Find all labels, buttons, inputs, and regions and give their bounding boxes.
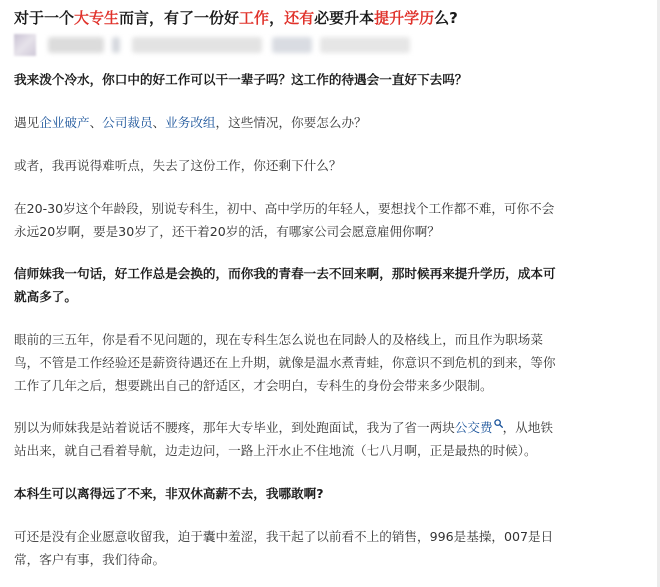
- paragraph-7: [14, 416, 553, 462]
- paragraph-2: [14, 111, 367, 134]
- paragraph-6: [14, 328, 556, 397]
- blurred-text: [132, 37, 262, 53]
- title-text-4: 必要升本: [314, 9, 375, 27]
- blurred-text: [272, 37, 312, 53]
- paragraph-bold-1: 我来泼个冷水，你口中的好工作可以干一辈子吗？这工作的待遇会一直好下去吗？: [14, 72, 468, 87]
- title-keyword-gongzuo: 工作: [239, 9, 270, 27]
- paragraph-text: 、: [89, 115, 103, 130]
- paragraph-line: 就高多了。: [14, 289, 77, 304]
- paragraph-line: 工作了几年之后，想要跳出自己的舒适区，才会明白，专科生的身份会带来多少限制。: [14, 378, 493, 393]
- paragraph-line: 信师妹我一句话，好工作总是会换的，而你我的青春一去不回来啊，那时候再来提升学历，成本可: [14, 266, 556, 281]
- title-keyword-haiyou: 还有: [284, 9, 315, 27]
- blurred-text: [48, 37, 104, 53]
- paragraph-text: ，从地铁: [502, 420, 553, 435]
- link-gongjiaofei[interactable]: 公交费: [454, 420, 493, 435]
- paragraph-line: [14, 416, 553, 439]
- paragraph-line: 眼前的三五年，你是看不见问题的，现在专科生怎么说也在同龄人的及格线上，而且作为职场菜: [14, 332, 543, 347]
- paragraph-text: ，这些情况，你要怎么办？: [215, 115, 367, 130]
- paragraph-bold-8: 本科生可以离得远了不来，非双休高薪不去，我哪敢啊?: [14, 486, 324, 501]
- link-gongsicaiyuan[interactable]: 公司裁员: [102, 115, 153, 130]
- avatar: [14, 34, 36, 56]
- paragraph-line: 在20-30岁这个年龄段，别说专科生，初中、高中学历的年轻人，要想找个工作都不难，可你不会: [14, 201, 555, 216]
- paragraph-line: 常，客户有事，我们待命。: [14, 552, 166, 567]
- link-yewugaizu[interactable]: 业务改组: [165, 115, 216, 130]
- paragraph-bold-5: [14, 262, 556, 308]
- paragraph-line: 站出来，就自己看着导航，边走边问，一路上汗水止不住地流（七八月啊，正是最热的时候）。: [14, 443, 537, 458]
- blurred-text: [320, 37, 410, 53]
- article-title: [14, 8, 458, 28]
- paragraph-line: 鸟，不管是工作经验还是薪资待遇还在上升期，就像是温水煮青蛙，你意识不到危机的到来，等你: [14, 355, 556, 370]
- link-qiyepochan[interactable]: 企业破产: [39, 115, 90, 130]
- title-text-1: 对于一个: [14, 9, 75, 27]
- paragraph-text: 、: [152, 115, 166, 130]
- title-text-3: ，: [269, 9, 285, 27]
- paragraph-line: 可还是没有企业愿意收留我，迫于囊中羞涩，我干起了以前看不上的销售，996是基操，007是日: [14, 529, 554, 544]
- blurred-text: [112, 37, 120, 53]
- paragraph-text: 遇见: [14, 115, 40, 130]
- paragraph-4: [14, 197, 554, 243]
- title-keyword-tishengxueli: 提升学历: [374, 9, 435, 27]
- search-icon[interactable]: [494, 419, 503, 428]
- paragraph-9: [14, 525, 553, 571]
- paragraph-text: 别以为师妹我是站着说话不腰疼，那年大专毕业，到处跑面试，我为了省一两块: [14, 420, 455, 435]
- title-keyword-dazhuansheng: 大专生: [74, 9, 120, 27]
- title-text-5: 么?: [434, 9, 458, 27]
- paragraph-line: 永远20岁啊，要是30岁了，还干着20岁的活，有哪家公司会愿意雇佣你啊？: [14, 224, 440, 239]
- title-text-2: 而言，有了一份好: [119, 9, 240, 27]
- paragraph-3: 或者，我再说得难听点，失去了这份工作，你还剩下什么？: [14, 158, 342, 173]
- blurred-author-info: [14, 34, 412, 56]
